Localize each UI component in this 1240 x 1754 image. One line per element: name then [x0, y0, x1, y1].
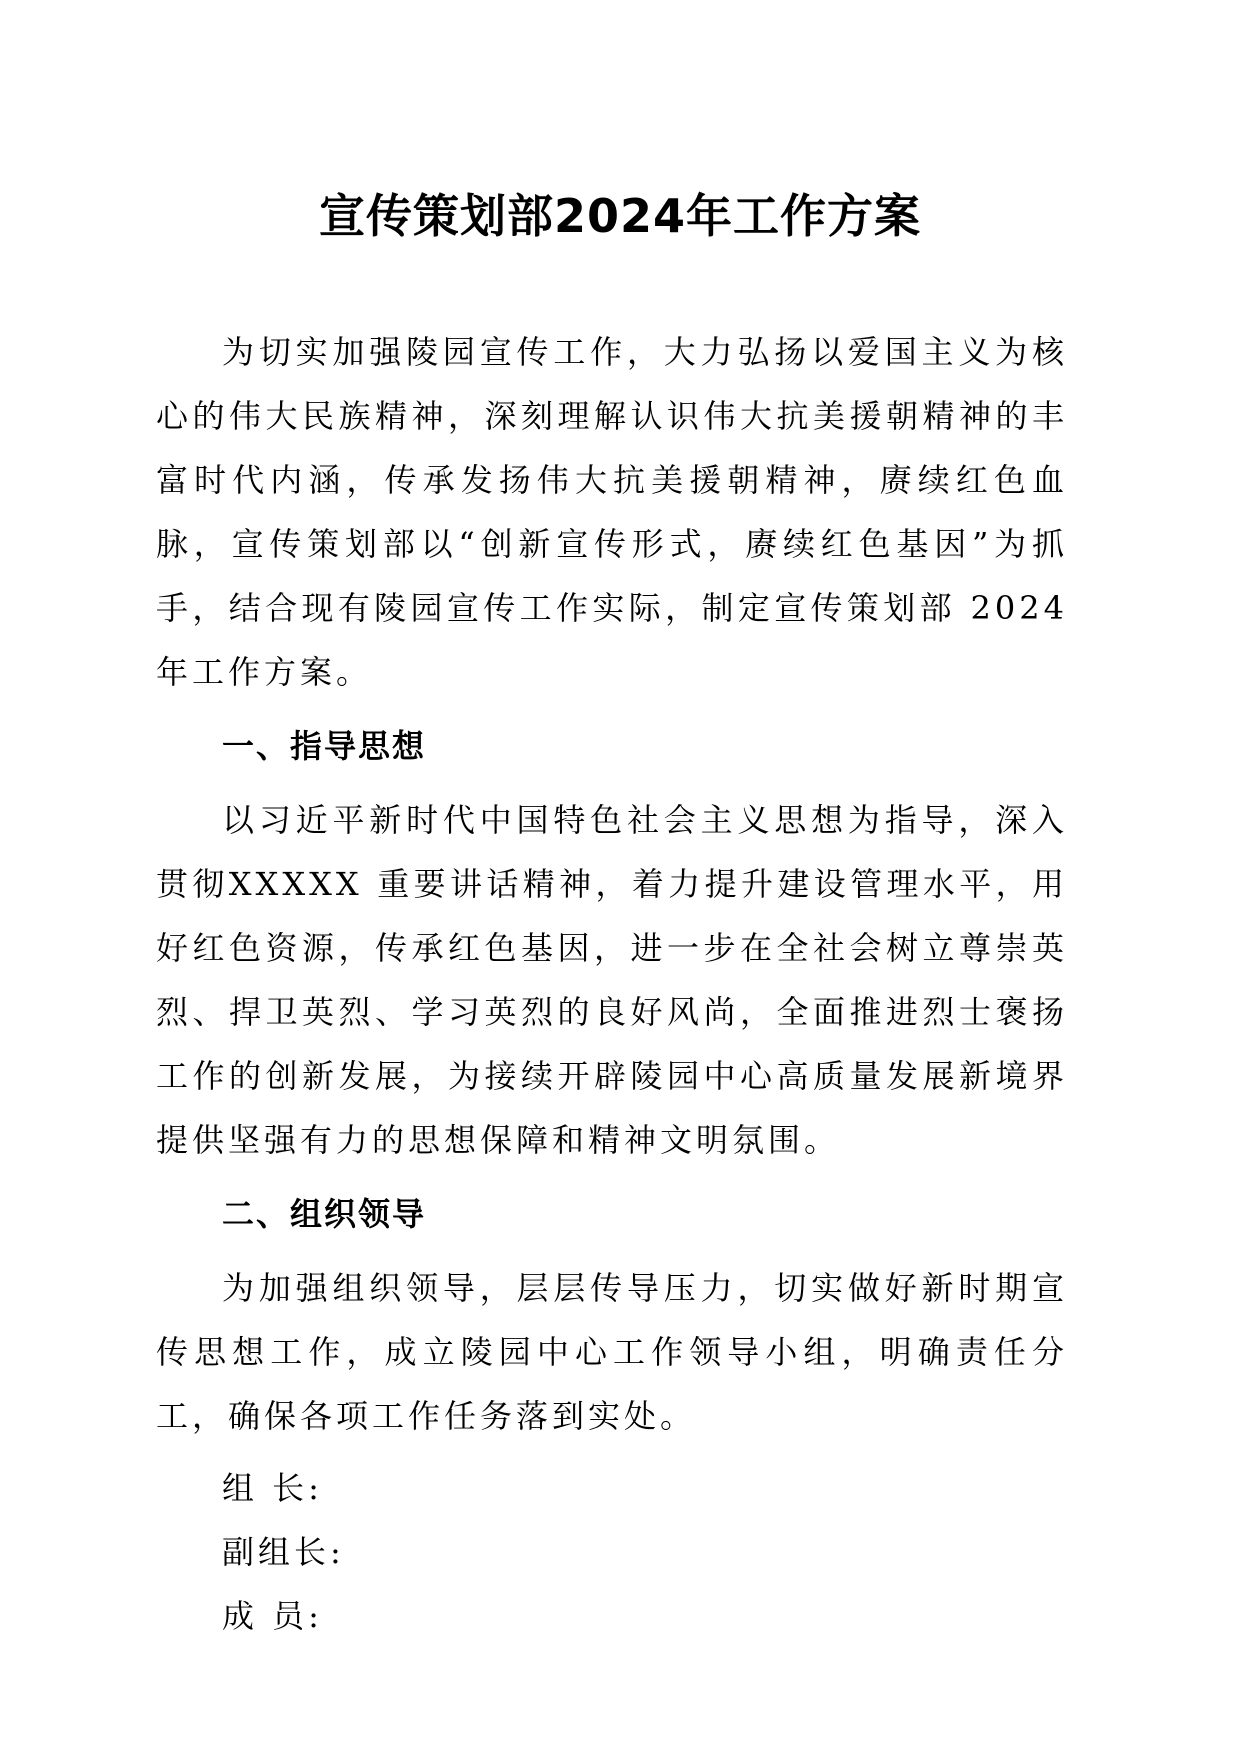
leader-label: 组 长: [222, 1469, 323, 1507]
intro-paragraph: 为切实加强陵园宣传工作，大力弘扬以爱国主义为核心的伟大民族精神，深刻理解认识伟大抗美援朝精神的丰富时代内涵，传承发扬伟大抗美援朝精神，赓续红色血脉，宣传策划部以“创新宣传形式，赓续红色基因”为抓手，结合现有陵园宣传工作实际，制定宣传策划部 2024 年工作方案。 [156, 333, 1068, 691]
deputy-leader-row [156, 1520, 1068, 1584]
leader-row [156, 1456, 1068, 1520]
section-heading-guiding-ideology: 一、指导思想 [222, 727, 427, 765]
document-body [156, 320, 1068, 1648]
members-label: 成 员: [222, 1597, 323, 1635]
organization-paragraph: 为加强组织领导，层层传导压力，切实做好新时期宣传思想工作，成立陵园中心工作领导小组，明确责任分工，确保各项工作任务落到实处。 [156, 1269, 1068, 1435]
document-title: 宣传策划部2024年工作方案 [318, 189, 922, 243]
section-heading-organization: 二、组织领导 [222, 1195, 427, 1233]
members-row [156, 1584, 1068, 1648]
deputy-leader-label: 副组长: [222, 1533, 345, 1571]
guiding-ideology-paragraph: 以习近平新时代中国特色社会主义思想为指导，深入贯彻XXXXX 重要讲话精神，着力提升建设管理水平，用好红色资源，传承红色基因，进一步在全社会树立尊崇英烈、捍卫英烈、学习英烈的良好风尚，全面推进烈士褒扬工作的创新发展，为接续开辟陵园中心高质量发展新境界提供坚强有力的思想保障和精神文明氛围。 [156, 801, 1068, 1159]
